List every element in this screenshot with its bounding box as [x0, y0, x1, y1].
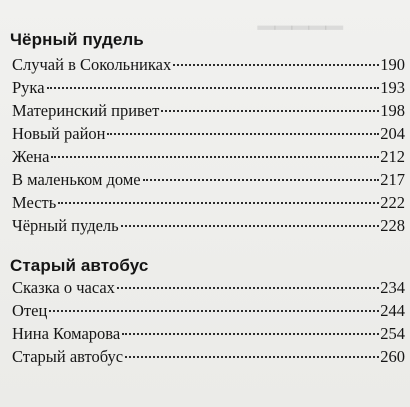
dot-leader: [58, 202, 379, 204]
toc-entry[interactable]: [12, 78, 405, 101]
dot-leader: [143, 179, 380, 181]
section-title: Старый автобус: [10, 256, 149, 275]
entry-title: Старый автобус: [12, 347, 124, 366]
entry-page: 244: [380, 301, 405, 320]
toc-entry[interactable]: [12, 124, 405, 147]
entry-title: Новый район: [12, 124, 106, 143]
entry-title: Отец: [12, 301, 48, 320]
entry-page: 204: [380, 124, 405, 143]
section-title: Чёрный пудель: [10, 30, 144, 49]
dot-leader: [121, 225, 380, 227]
entry-page: 190: [380, 55, 405, 74]
dot-leader: [47, 87, 380, 89]
entry-page: 254: [380, 324, 405, 343]
dot-leader: [117, 287, 379, 289]
entry-title: В маленьком доме: [12, 170, 141, 189]
toc-entry[interactable]: [12, 278, 405, 301]
entry-title: Месть: [12, 193, 57, 212]
toc-entry[interactable]: [12, 301, 405, 324]
entry-page: 217: [380, 170, 405, 189]
entry-title: Материнский привет: [12, 101, 160, 120]
entry-title: Сказка о часах: [12, 278, 115, 297]
toc-entry[interactable]: [12, 55, 405, 78]
toc-list: [12, 278, 405, 370]
entry-page: 228: [380, 216, 405, 235]
entry-page: 193: [380, 78, 405, 97]
dot-leader: [122, 333, 379, 335]
entry-title: Чёрный пудель: [12, 216, 119, 235]
toc-entry[interactable]: [12, 216, 405, 239]
dot-leader: [173, 64, 379, 66]
entry-title: Нина Комарова: [12, 324, 121, 343]
toc-list: [12, 55, 405, 239]
toc-entry[interactable]: [12, 170, 405, 193]
entry-page: 222: [380, 193, 405, 212]
dot-leader: [51, 156, 379, 158]
toc-entry[interactable]: [12, 347, 405, 370]
entry-title: Рука: [12, 78, 45, 97]
dot-leader: [125, 356, 379, 358]
entry-page: 198: [380, 101, 405, 120]
dot-leader: [49, 310, 379, 312]
bleed-through-text: ▁▁▁▁▁: [258, 4, 343, 29]
entry-page: 234: [380, 278, 405, 297]
entry-page: 260: [380, 347, 405, 366]
entry-title: Жена: [12, 147, 50, 166]
toc-entry[interactable]: [12, 147, 405, 170]
toc-entry[interactable]: [12, 101, 405, 124]
toc-entry[interactable]: [12, 193, 405, 216]
toc-entry[interactable]: [12, 324, 405, 347]
entry-page: 212: [380, 147, 405, 166]
dot-leader: [161, 110, 379, 112]
dot-leader: [107, 133, 379, 135]
entry-title: Случай в Сокольниках: [12, 55, 172, 74]
